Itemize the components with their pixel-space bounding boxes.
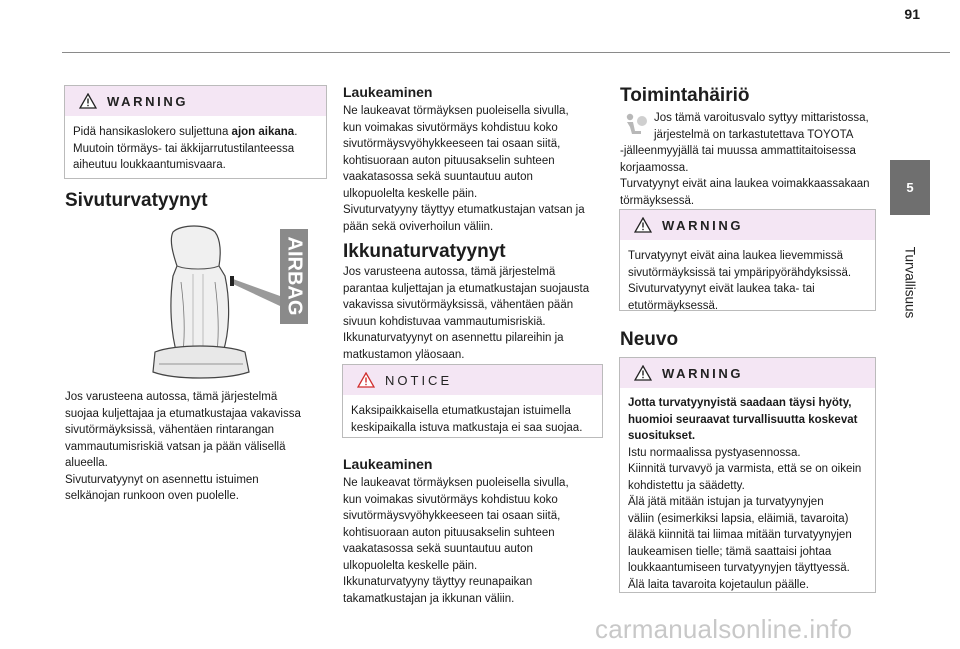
heading-ikkunaturvatyynyt: Ikkunaturvatyynyt xyxy=(343,241,506,262)
warning-title-3: WARNING xyxy=(662,365,744,381)
page-number: 91 xyxy=(904,6,920,22)
warning-text-3 xyxy=(620,388,875,601)
notice-title: NOTICE xyxy=(385,372,453,388)
header-rule xyxy=(62,52,950,53)
toimintahairio-intro: Jos tämä varoitusvalo syttyy mittaristossa, järjestelmä on tarkastutettava TOYOTA xyxy=(654,112,869,141)
warning-box-glovebox xyxy=(64,85,327,179)
warning-title: WARNING xyxy=(107,93,189,109)
airbag-warning-light-icon xyxy=(621,111,649,137)
warning-box-turvatyynyt xyxy=(619,209,876,311)
laukeaminen-1-body: Ne laukeavat törmäyksen puoleisella sivulla, kun voimakas sivutörmäys kohdistuu koko sivutörmäysvyöhykkeeseen tai osaan siitä, kohtisuoraan auton pituusakselin suhteen vaakatasossa sekä suuntautuu auton ulkopuolelta keskelle päin. Sivuturvatyyny täyttyy etumatkustajan vatsan ja pään sekä oviverhoilun väliin. xyxy=(343,105,585,233)
notice-header xyxy=(343,365,602,395)
warning-header-3 xyxy=(620,358,875,388)
sivuturvatyynyt-body: Jos varusteena autossa, tämä järjestelmä suojaa kuljettajaa ja etumatkustajaa vakavissa sivutörmäyksissä, vähentäen rintarangan vammautumisriskiä vatsan ja pään välisellä alueella. Sivuturvatyynyt on asennettu istuimen selkänojan runkoon oven puolelle. xyxy=(65,391,301,502)
heading-neuvo: Neuvo xyxy=(620,329,679,350)
watermark-text: carmanualsonline.info xyxy=(595,614,853,644)
warning-header-2 xyxy=(620,210,875,240)
toimintahairio-body: -jälleenmyyjällä tai muussa ammattitaitoisessa korjaamossa. Turvatyynyt eivät aina laukea voimakkaassakaan törmäyksessä. xyxy=(620,145,870,207)
warning-title-2: WARNING xyxy=(662,217,744,233)
airbag-label: AIRBAG xyxy=(283,236,306,316)
warning-triangle-icon xyxy=(79,93,97,109)
chapter-title: Turvallisuus xyxy=(902,246,918,318)
notice-triangle-icon xyxy=(357,372,375,388)
warning-header xyxy=(65,86,326,116)
side-airbag-seat-illustration xyxy=(115,224,320,384)
warning-box-neuvo xyxy=(619,357,876,593)
notice-box xyxy=(342,364,603,438)
heading-laukeaminen-1: Laukeaminen xyxy=(343,84,433,100)
chapter-title-tab xyxy=(890,222,930,342)
laukeaminen-2-body: Ne laukeavat törmäyksen puoleisella sivulla, kun voimakas sivutörmäys kohdistuu koko sivutörmäysvyöhykkeeseen tai osaan siitä, kohtisuoraan auton pituusakselin suhteen vaakatasossa sekä suuntautuu auton ulkopuolelta keskelle päin. Ikkunaturvatyyny täyttyy reunapaikan takamatkustajan ja ikkunan väliin. xyxy=(343,477,569,605)
notice-text: Kaksipaikkaisella etumatkustajan istuimella keskipaikalla istuva matkustaja ei saa suojaa. xyxy=(351,405,583,434)
warning-triangle-icon xyxy=(634,365,652,381)
warning-text-2: Turvatyynyt eivät aina laukea lievemmissä sivutörmäyksissä tai ympäripyörähdyksissä. Sivuturvatyynyt eivät laukea taka- tai etutörmäyksessä. xyxy=(628,250,852,312)
ikkunaturvatyynyt-body: Jos varusteena autossa, tämä järjestelmä parantaa kuljettajan ja etumatkustajan suojausta vakavissa sivutörmäyksissä, vähentäen pään sivuun kohdistuvaa vammautumisriskiä. Ikkunaturvatyynyt on asennettu pilareihin ja matkustamon yläosaan. xyxy=(343,266,590,361)
chapter-number-tab: 5 xyxy=(890,160,930,215)
neuvo-text: Istu normaalissa pystyasennossa. Kiinnitä turvavyö ja varmista, että se on oikein kohdistettu ja säädetty. Älä jätä mitään istujan ja turvatyynyjen väliin (esimerkiksi lapsia, eläimiä, tavaroita) äläkä kiinnitä tai liimaa mitään turvatyynyjen laukeamisen tielle; tämä saattaisi johtaa loukkaantumiseen turvatyynyjen täyttyessä. Älä laita tavaroita kojetaulun päälle. xyxy=(628,446,862,591)
warning-triangle-icon xyxy=(634,217,652,233)
warning-text: Pidä hansikaslokero suljettuna ajon aikana. Muutoin törmäys- tai äkkijarrutustilanteessa aiheutuu loukkaantumisvaara. xyxy=(73,126,298,171)
heading-sivuturvatyynyt: Sivuturvatyynyt xyxy=(65,190,208,211)
neuvo-bold-text: Jotta turvatyynyistä saadaan täysi hyöty, huomioi seuraavat turvallisuutta koskevat suositukset. xyxy=(628,397,858,442)
heading-toimintahairio: Toimintahäiriö xyxy=(620,85,750,106)
heading-laukeaminen-2: Laukeaminen xyxy=(343,456,433,472)
